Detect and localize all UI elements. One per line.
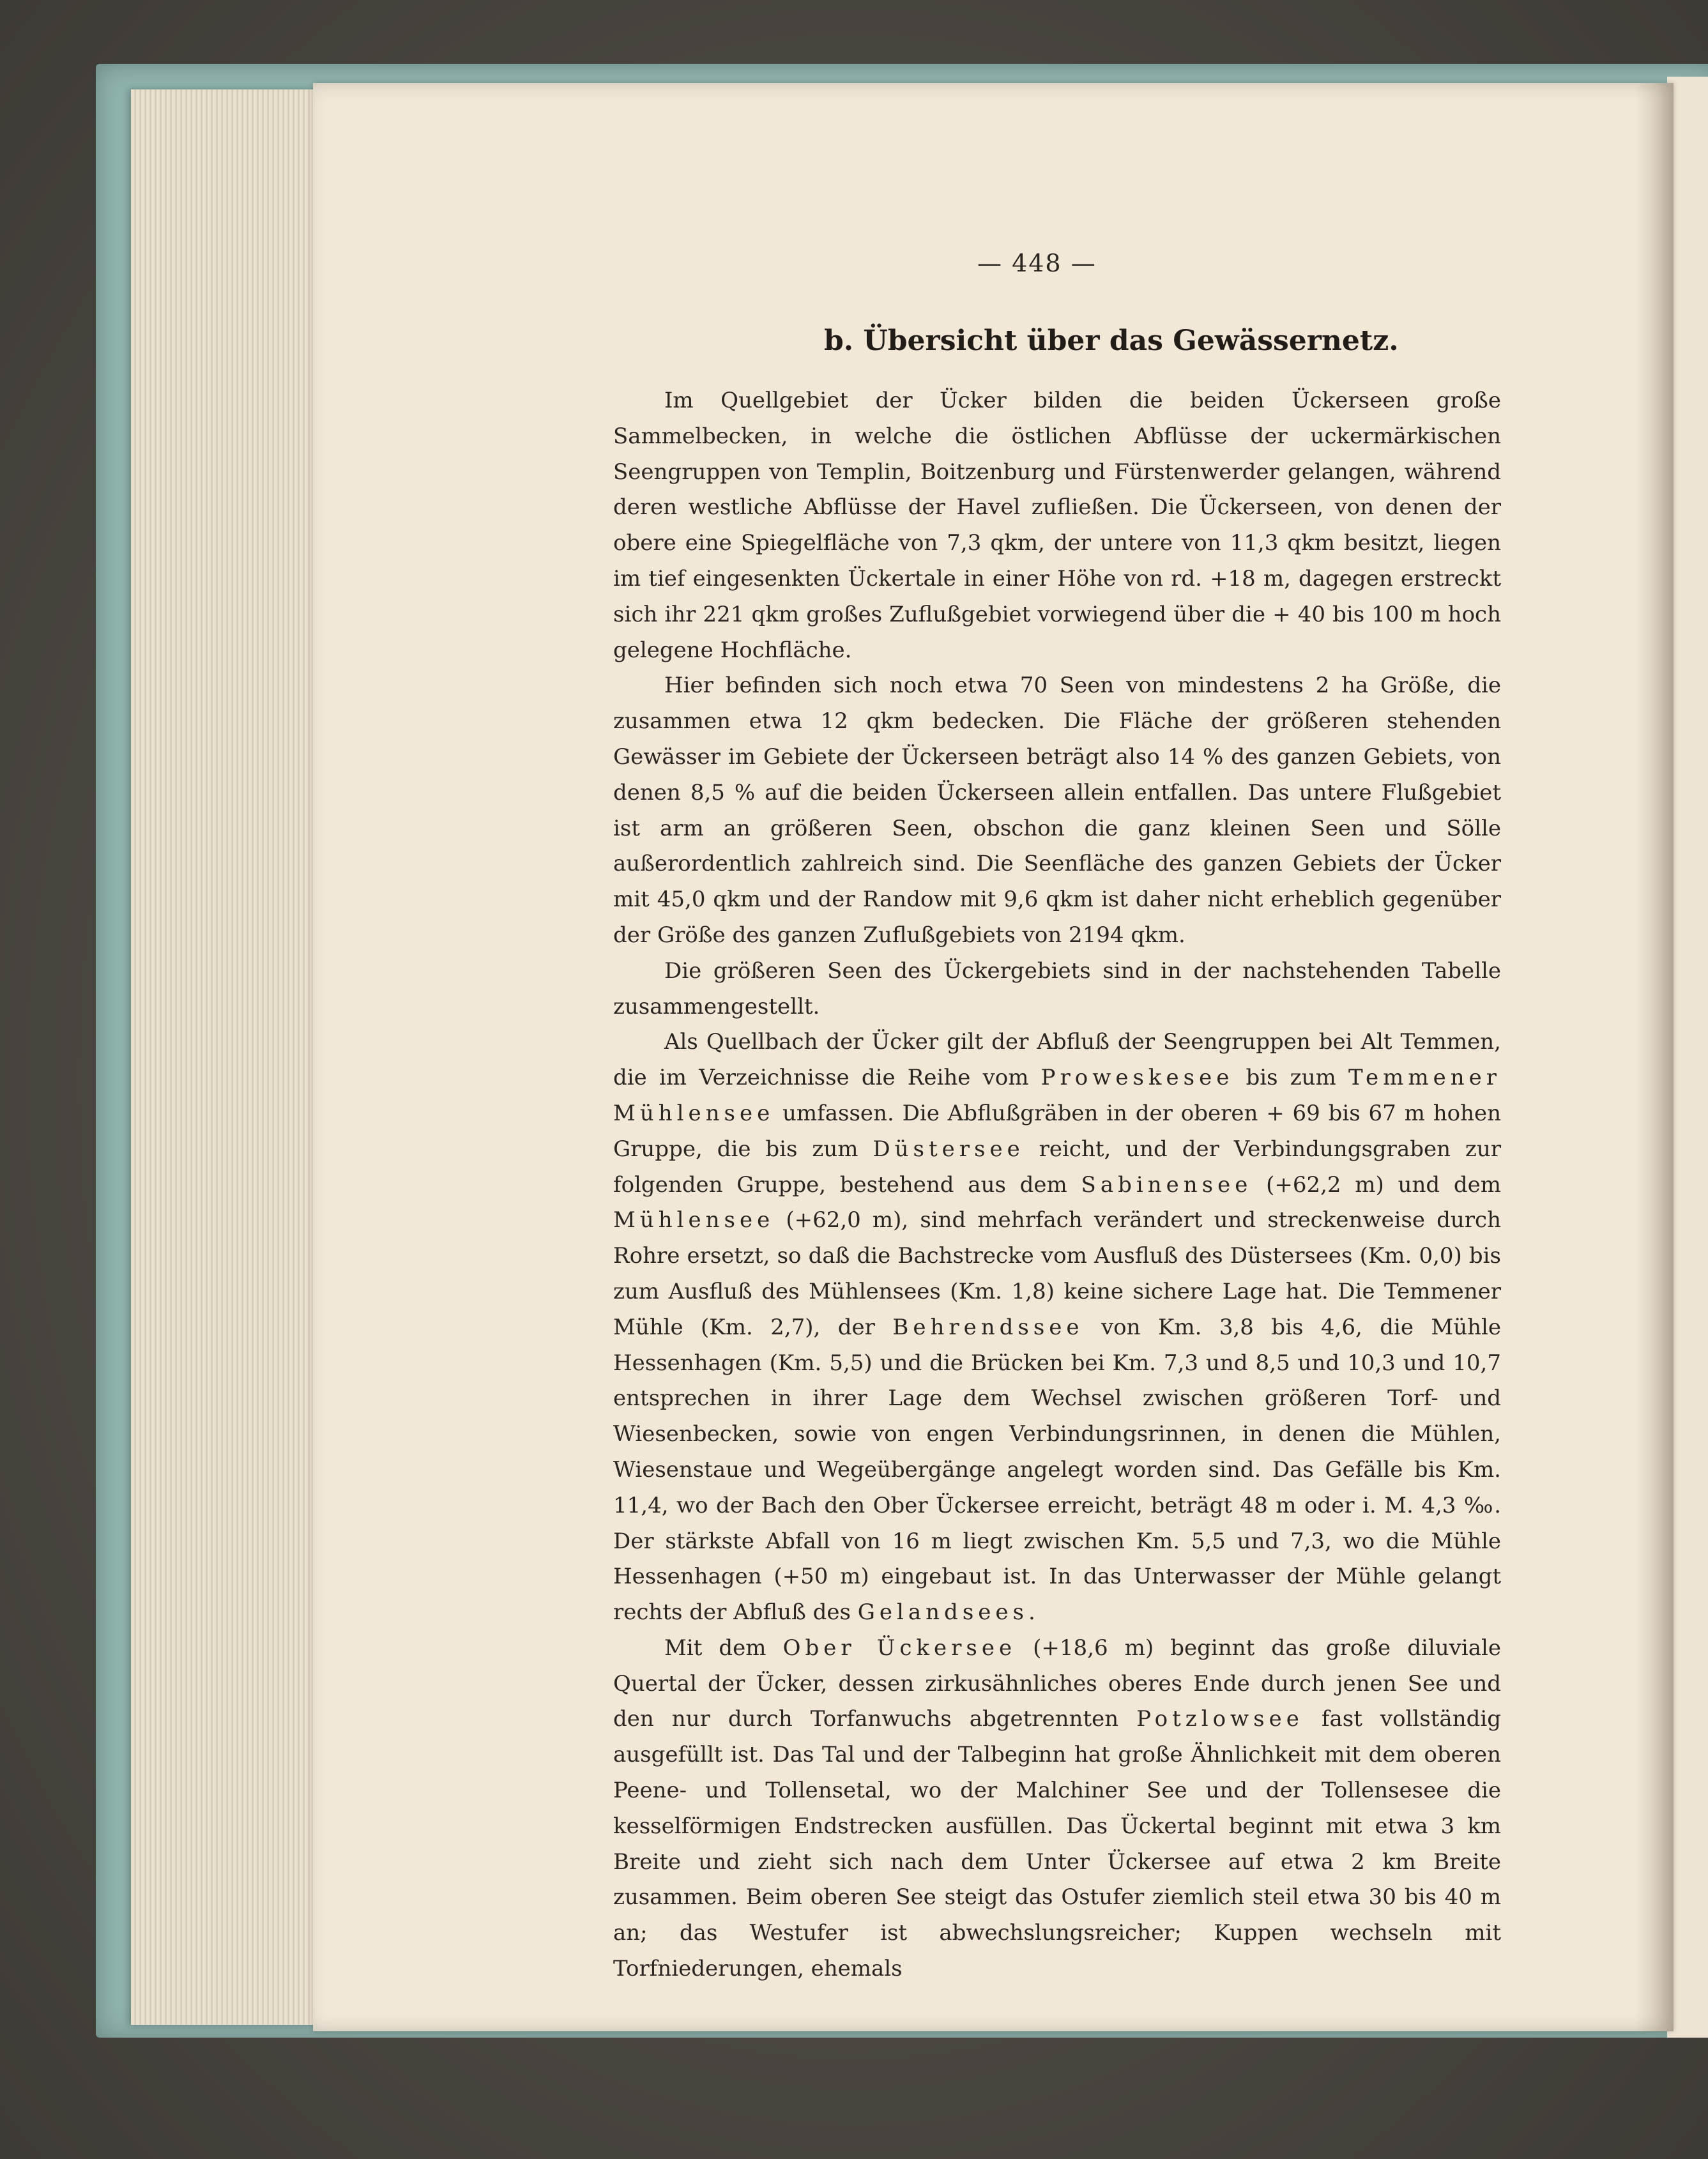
text-run: Hier befinden sich noch etwa 70 Seen von mindestens 2 ha Größe, die zusammen etwa 12 qkm bedecken. Die Fläche der größeren stehenden Gewässer im Gebiete der Ückerseen beträgt also 14 % des ganzen Gebiets, von denen 8,5 % auf die beiden Ückerseen allein entfallen. Das untere Flußgebiet ist arm an größeren Seen, obschon die ganz kleinen Seen und Sölle außerordentlich zahlreich sind. Die Seenfläche des ganzen Gebiets der Ücker mit 45,0 qkm und der Randow mit 9,6 qkm ist daher nicht erheblich gegenüber der Größe des ganzen Zuflußgebiets von 2194 qkm.: [613, 673, 1501, 948]
paragraph: [613, 954, 1501, 1025]
text-run: von Km. 3,8 bis 4,6, die Mühle Hessenhagen (Km. 5,5) und die Brücken bei Km. 7,3 und 8,5 und 10,3 und 10,7 entsprechen in ihrer Lage dem Wechsel zwischen größeren Torf- und Wiesenbecken, sowie von engen Verbindungsrinnen, in denen die Mühlen, Wiesenstaue und Wegeübergänge angelegt worden sind. Das Gefälle bis Km. 11,4, wo der Bach den Ober Ückersee erreicht, beträgt 48 m oder i. M. 4,3 ‰. Der stärkste Abfall von 16 m liegt zwischen Km. 5,5 und 7,3, wo die Mühle Hessenhagen (+50 m) eingebaut ist. In das Unterwasser der Mühle gelangt rechts der Abfluß des: [613, 1314, 1501, 1626]
text-run: (+18,6 m) beginnt das große diluviale Quertal der Ücker, dessen zirkusähnliches oberes Ende durch jenen See und den nur durch Torfanwuchs abgetrennten: [613, 1635, 1502, 1732]
text-run: Als Quellbach der Ücker gilt der Abfluß der Seengruppen bei Alt Temmen, die im Verzeichnisse die Reihe vom: [613, 1029, 1501, 1091]
section-heading: b. Übersicht über das Gewässernetz.: [824, 324, 1399, 357]
paragraph: [613, 1025, 1501, 1631]
spaced-name: Potzlowsee: [1136, 1706, 1304, 1732]
page-number: — 448 —: [977, 249, 1097, 277]
text-run: bis zum: [1233, 1065, 1348, 1091]
text-run: fast vollständig ausgefüllt ist. Das Tal und der Talbeginn hat große Ähnlichkeit mit dem oberen Peene- und Tollensetal, wo der Malchiner See und der Tollensesee die kesselförmigen Endstrecken ausfüllen. Das Ückertal beginnt mit etwa 3 km Breite und zieht sich nach dem Unter Ückersee auf etwa 2 km Breite zusammen. Beim oberen See steigt das Ostufer ziemlich steil etwa 30 bis 40 m an; das Westufer ist abwechslungsreicher; Kuppen wechseln mit Torfniederungen, ehemals: [613, 1706, 1501, 1982]
text-run: reicht, und der Verbindungsgraben zur folgenden Gruppe, bestehend aus dem: [613, 1136, 1501, 1198]
text-run: .: [1028, 1599, 1035, 1626]
spaced-name: Mühlensee: [613, 1207, 775, 1233]
spaced-name: Behrendssee: [892, 1314, 1084, 1340]
spaced-name: Temmener Mühlensee: [613, 1065, 1501, 1126]
spaced-name: Sabinensee: [1081, 1171, 1253, 1198]
paragraph: [613, 1631, 1501, 1987]
paragraph: [613, 383, 1501, 668]
text-run: Die größeren Seen des Ückergebiets sind in der nachstehenden Tabelle zusammengestellt.: [613, 957, 1501, 1019]
spaced-name: Düstersee: [873, 1136, 1025, 1162]
spaced-name: Proweskesee: [1041, 1065, 1234, 1091]
page-gutter-shadow: [1635, 83, 1674, 2031]
spaced-name: Gelandsees: [857, 1599, 1028, 1626]
text-run: Mit dem: [664, 1635, 783, 1661]
text-run: umfassen. Die Abflußgräben in der oberen + 69 bis 67 m hohen Gruppe, die bis zum: [613, 1100, 1501, 1162]
text-run: (+62,2 m) und dem: [1252, 1171, 1501, 1198]
text-run: (+62,0 m), sind mehrfach verändert und streckenweise durch Rohre ersetzt, so daß die Bachstrecke vom Ausfluß des Düstersees (Km. 0,0) bis zum Ausfluß des Mühlensees (Km. 1,8) keine sichere Lage hat. Die Temmener Mühle (Km. 2,7), der: [613, 1207, 1501, 1340]
page-edges: [131, 89, 335, 2025]
body-text: [613, 383, 1501, 1987]
paragraph: [613, 668, 1501, 953]
spaced-name: Ober Ückersee: [782, 1635, 1017, 1661]
text-run: Im Quellgebiet der Ücker bilden die beiden Ückerseen große Sammelbecken, in welche die östlichen Abflüsse der uckermärkischen Seengruppen von Templin, Boitzenburg und Fürstenwerder gelangen, während deren westliche Abflüsse der Havel zufließen. Die Ückerseen, von denen der obere eine Spiegelfläche von 7,3 qkm, der untere von 11,3 qkm besitzt, liegen im tief eingesenkten Ückertale in einer Höhe von rd. +18 m, dagegen erstreckt sich ihr 221 qkm großes Zuflußgebiet vorwiegend über die + 40 bis 100 m hoch gelegene Hochfläche.: [613, 388, 1501, 663]
